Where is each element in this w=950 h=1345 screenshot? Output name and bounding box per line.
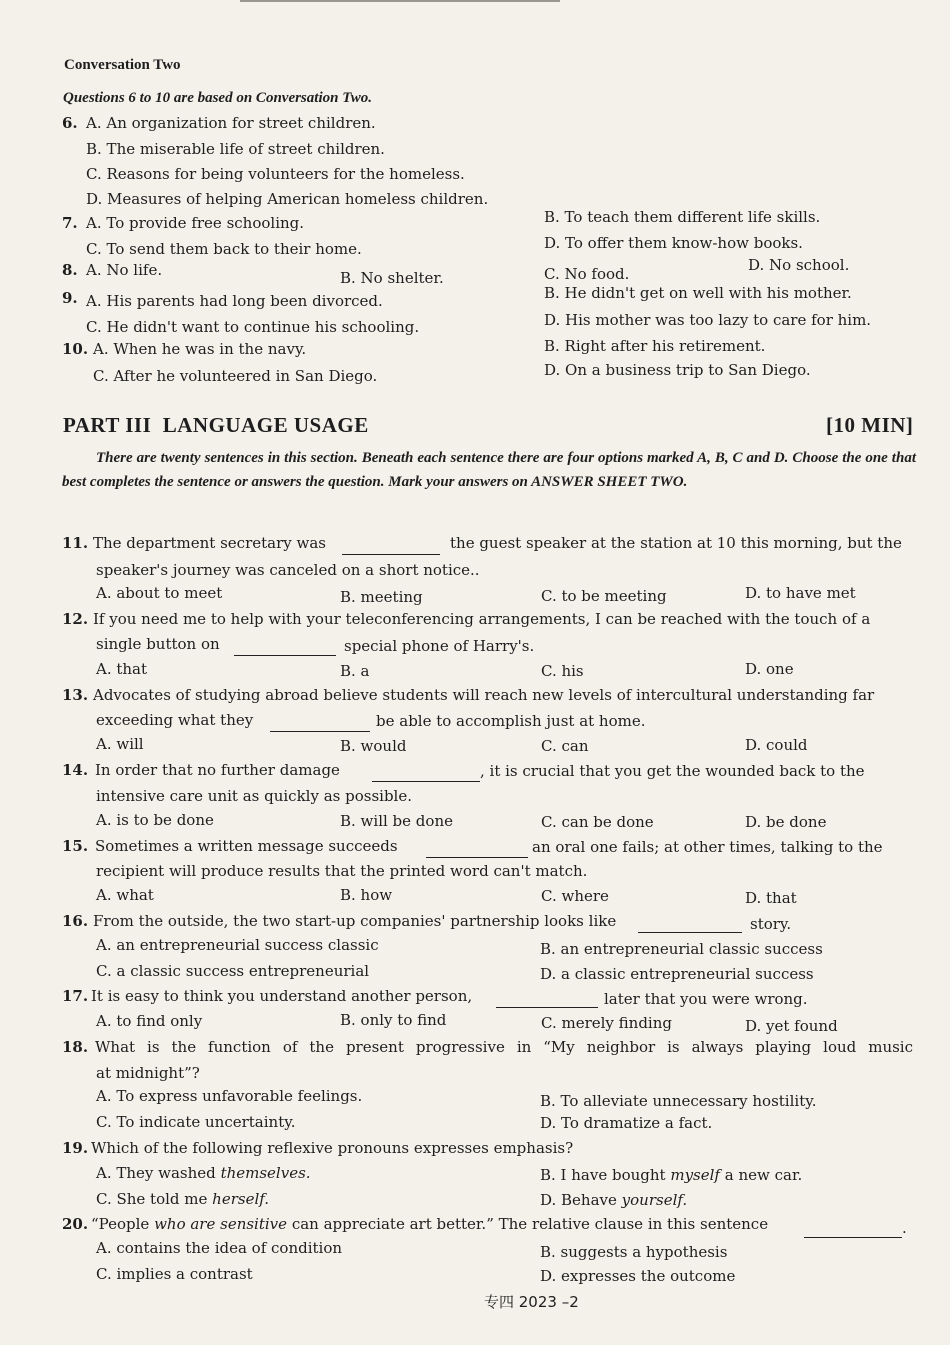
option-a: A. what [96,886,154,904]
option-c: C. Reasons for being volunteers for the homeless. [86,165,465,183]
option-text: C. She told me [96,1190,208,1208]
page-footer: 专四 2023 –2 [484,1293,579,1311]
section-instruction: There are twenty sentences in this section. Beneath each sentence there are four options marked A, B, C and D. Choose the one that best completes the sentence or answers the question. Mark your answers on ANSWER SHEET TWO. [62,450,916,490]
option-b: B. would [340,737,407,755]
question-stem: single button on [96,635,220,653]
option-d: D. His mother was too lazy to care for him. [544,311,872,329]
option-c: C. He didn't want to continue his schooling. [86,318,420,336]
section-time: [10 MIN] [826,413,914,437]
question-number: 13. [62,686,89,704]
option-c: C. To indicate uncertainty. [96,1113,296,1131]
question-stem: It is easy to think you understand another person, [91,987,473,1005]
option-c: C. can be done [541,813,654,831]
stem-period: . [902,1219,907,1237]
stem-text: “People [91,1215,150,1233]
question-stem: special phone of Harry's. [344,637,535,655]
option-a: A. An organization for street children. [86,114,376,132]
question-stem: recipient will produce results that the printed word can't match. [96,862,588,880]
question-stem: intensive care unit as quickly as possible. [96,787,412,805]
option-a: A. is to be done [96,811,214,829]
option-d: D. No school. [748,256,850,274]
answer-blank [426,845,528,858]
answer-blank [638,920,742,933]
question-stem: Sometimes a written message succeeds [95,837,398,855]
conversation-intro: Questions 6 to 10 are based on Conversation Two. [63,90,373,106]
option-c: C. implies a contrast [96,1265,253,1283]
option-c: C. No food. [544,265,630,283]
question-stem: speaker's journey was canceled on a short notice.. [96,561,480,579]
option-c: C. After he volunteered in San Diego. [93,367,378,385]
option-d: D. to have met [745,584,856,602]
option-c: C. his [541,662,584,680]
option-d: D. a classic entrepreneurial success [540,965,814,983]
option-c: C. To send them back to their home. [86,240,362,258]
question-stem: the guest speaker at the station at 10 this morning, but the [450,534,902,552]
option-emphasis: herself. [212,1190,270,1208]
option-a: A. to find only [96,1012,203,1030]
option-d: D. that [745,889,797,907]
question-number: 7. [62,214,78,232]
answer-blank [496,995,598,1008]
section-title: PART III LANGUAGE USAGE [63,413,369,437]
question-stem: , it is crucial that you get the wounded back to the [480,762,865,780]
question-number: 11. [62,534,89,552]
answer-blank [372,769,480,782]
option-b: B. To teach them different life skills. [544,208,821,226]
option-d: D. To dramatize a fact. [540,1114,713,1132]
question-number: 9. [62,289,78,307]
question-stem: The department secretary was [93,534,326,552]
option-b: B. meeting [340,588,423,606]
question-number: 19. [62,1139,89,1157]
option-b: B. To alleviate unnecessary hostility. [540,1092,817,1110]
answer-blank [342,542,440,555]
stem-text: can appreciate art better.” The relative clause in this sentence [291,1215,769,1233]
option-d: D. yet found [745,1017,838,1035]
option-text: D. Behave [540,1191,617,1209]
option-emphasis: myself [670,1166,720,1184]
option-emphasis: yourself. [621,1191,688,1209]
question-stem: In order that no further damage [95,761,340,779]
question-stem: If you need me to help with your teleconferencing arrangements, I can be reached with the touch of a [93,610,871,628]
question-number: 18. [62,1038,89,1056]
option-a: A. will [96,735,144,753]
question-number: 15. [62,837,89,855]
option-b: B. suggests a hypothesis [540,1243,728,1261]
option-a: A. No life. [86,261,163,279]
answer-blank [804,1225,902,1238]
option-d: D. To offer them know-how books. [544,234,803,252]
question-stem: What is the function of the present progressive in “My neighbor is always playing loud music [95,1038,913,1056]
option-d: D. expresses the outcome [540,1267,736,1285]
option-c: C. to be meeting [541,587,667,605]
option-b: B. an entrepreneurial classic success [540,940,823,958]
question-number: 10. [62,340,89,358]
option-a: A. To express unfavorable feelings. [96,1087,363,1105]
option-d [540,1191,687,1209]
top-edge-line [240,0,560,2]
option-b: B. The miserable life of street children. [86,140,385,158]
option-emphasis: themselves. [220,1164,311,1182]
option-b: B. will be done [340,812,453,830]
answer-blank [270,719,370,732]
question-stem: later that you were wrong. [604,990,808,1008]
option-c: C. can [541,737,589,755]
option-b: B. a [340,662,370,680]
question-number: 20. [62,1215,89,1233]
question-stem: From the outside, the two start-up companies' partnership looks like [93,912,617,930]
option-a: A. an entrepreneurial success classic [96,936,379,954]
option-b: B. only to find [340,1011,447,1029]
option-a: A. To provide free schooling. [86,214,305,232]
question-stem: at midnight”? [96,1064,200,1082]
option-a: A. contains the idea of condition [96,1239,343,1257]
option-a [96,1164,311,1182]
question-stem: exceeding what they [96,711,254,729]
question-number: 12. [62,610,89,628]
option-c: C. where [541,887,609,905]
question-number: 14. [62,761,89,779]
question-number: 17. [62,987,89,1005]
option-a: A. When he was in the navy. [93,340,307,358]
question-stem: Advocates of studying abroad believe students will reach new levels of intercultural understanding far [93,686,875,704]
question-stem: be able to accomplish just at home. [376,712,646,730]
question-number: 6. [62,114,78,132]
option-c [96,1190,269,1208]
option-d: D. could [745,736,808,754]
option-b: B. No shelter. [340,269,444,287]
option-d: D. one [745,660,794,678]
option-a: A. that [96,660,148,678]
option-d: D. Measures of helping American homeless children. [86,190,489,208]
option-text: B. I have bought [540,1166,666,1184]
question-stem [91,1215,768,1233]
question-number: 8. [62,261,78,279]
option-b [540,1166,802,1184]
option-d: D. be done [745,813,827,831]
option-b: B. Right after his retirement. [544,337,766,355]
option-a: A. about to meet [96,584,223,602]
answer-blank [234,643,336,656]
option-a: A. His parents had long been divorced. [86,292,383,310]
question-number: 16. [62,912,89,930]
stem-emphasis: who are sensitive [154,1215,288,1233]
option-text: A. They washed [96,1164,216,1182]
question-stem: an oral one fails; at other times, talking to the [532,838,883,856]
option-c: C. merely finding [541,1014,672,1032]
option-text: a new car. [724,1166,803,1184]
question-stem: Which of the following reflexive pronouns expresses emphasis? [91,1139,574,1157]
question-stem: story. [750,915,792,933]
option-b: B. He didn't get on well with his mother. [544,284,852,302]
option-b: B. how [340,886,393,904]
conversation-title: Conversation Two [64,57,181,73]
option-d: D. On a business trip to San Diego. [544,361,811,379]
option-c: C. a classic success entrepreneurial [96,962,370,980]
